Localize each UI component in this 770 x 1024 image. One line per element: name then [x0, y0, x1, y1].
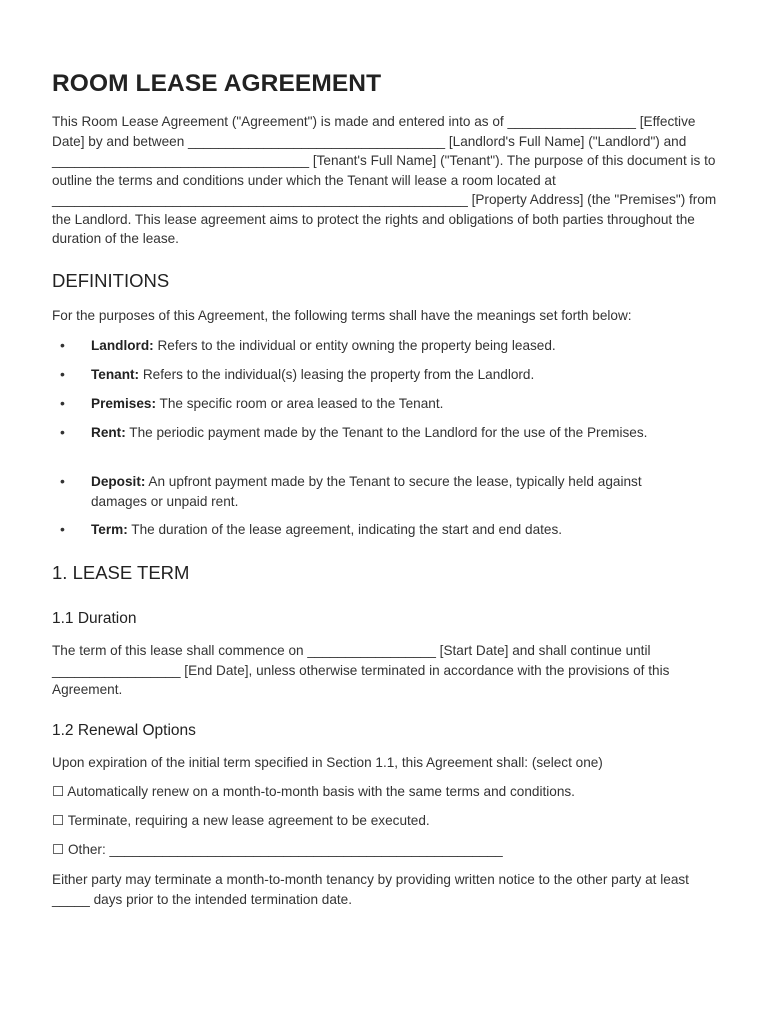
renewal-option-terminate[interactable]: ☐ Terminate, requiring a new lease agreement to be executed.	[52, 813, 430, 828]
definition-item-rent	[52, 423, 722, 443]
definition-text	[91, 472, 671, 511]
bullet-icon: •	[60, 521, 65, 537]
definition-item-landlord	[52, 336, 722, 356]
definition-text	[91, 394, 671, 414]
bullet-icon: •	[60, 366, 65, 382]
definition-item-term	[52, 520, 722, 540]
duration-heading: 1.1 Duration	[52, 610, 137, 627]
definition-description: Refers to the individual or entity owning the property being leased.	[153, 338, 556, 353]
renewal-closing-paragraph: Either party may terminate a month-to-month tenancy by providing written notice to the other party at least _____ days prior to the intended termination date.	[52, 872, 689, 907]
bullet-icon: •	[60, 473, 65, 489]
definition-term: Term:	[91, 522, 128, 537]
intro-paragraph: This Room Lease Agreement ("Agreement") is made and entered into as of _________________ [Effective Date] by and between __________________________________ [Landlord's Full Name] ("Landlord") and __________________________________ [Tenant's Full Name] ("Tenant"). The purpose of this document is to outline the terms and conditions under which the Tenant will lease a room located at _______________________________________________________ [Property Address] (the "Premises") from the Landlord. This lease agreement aims to protect the rights and obligations of both parties throughout the duration of the lease.	[52, 114, 717, 246]
definition-text	[91, 423, 671, 443]
definition-term: Deposit:	[91, 474, 146, 489]
definition-term: Tenant:	[91, 367, 140, 382]
definition-text	[91, 520, 671, 540]
definition-description: The periodic payment made by the Tenant to the Landlord for the use of the Premises.	[125, 425, 648, 440]
renewal-heading: 1.2 Renewal Options	[52, 722, 196, 739]
definition-description: Refers to the individual(s) leasing the property from the Landlord.	[139, 367, 535, 382]
definition-item-deposit	[52, 472, 722, 511]
bullet-icon: •	[60, 424, 65, 440]
definition-term: Landlord:	[91, 338, 154, 353]
definitions-intro: For the purposes of this Agreement, the following terms shall have the meanings set forth below:	[52, 308, 632, 323]
definition-text	[91, 365, 671, 385]
definition-item-tenant	[52, 365, 722, 385]
bullet-icon: •	[60, 395, 65, 411]
renewal-intro: Upon expiration of the initial term specified in Section 1.1, this Agreement shall: (select one)	[52, 755, 603, 770]
definition-item-premises	[52, 394, 722, 414]
bullet-icon: •	[60, 337, 65, 353]
renewal-option-other[interactable]: ☐ Other: ____________________________________________________	[52, 842, 503, 857]
definition-description: The specific room or area leased to the Tenant.	[156, 396, 444, 411]
lease-term-heading: 1. LEASE TERM	[52, 562, 190, 583]
definition-description: The duration of the lease agreement, indicating the start and end dates.	[127, 522, 563, 537]
definition-term: Rent:	[91, 425, 126, 440]
renewal-option-auto-renew[interactable]: ☐ Automatically renew on a month-to-month basis with the same terms and conditions.	[52, 784, 575, 799]
definition-text	[91, 336, 671, 356]
definition-term: Premises:	[91, 396, 156, 411]
duration-paragraph: The term of this lease shall commence on _________________ [Start Date] and shall continue until _________________ [End Date], unless otherwise terminated in accordance with the provisions of this Agreement.	[52, 643, 670, 697]
definition-description: An upfront payment made by the Tenant to secure the lease, typically held against damages or unpaid rent.	[91, 474, 642, 509]
document-title: ROOM LEASE AGREEMENT	[52, 70, 382, 97]
definitions-heading: DEFINITIONS	[52, 270, 170, 291]
